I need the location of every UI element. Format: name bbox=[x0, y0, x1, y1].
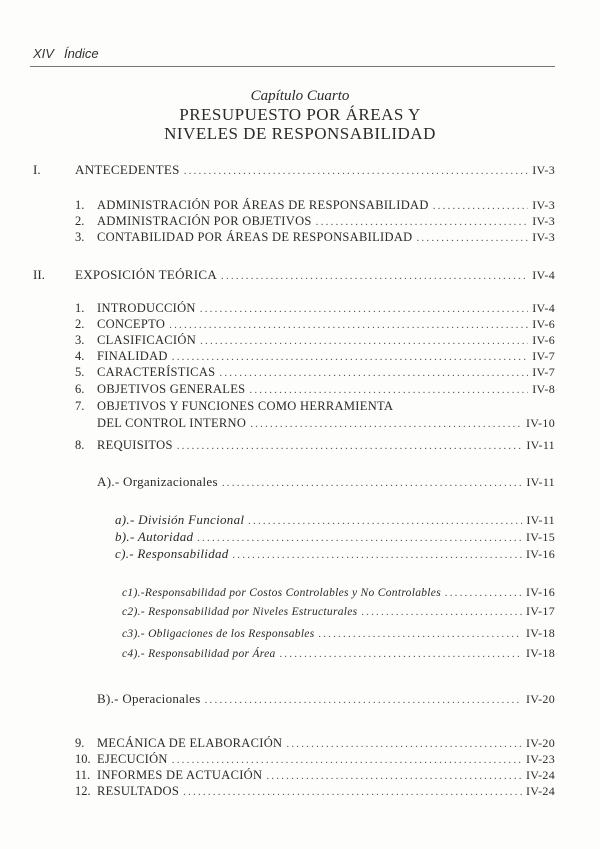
entry-number: I. bbox=[33, 162, 41, 177]
entry-page: IV-20 bbox=[525, 736, 555, 750]
entry-title: INFORMES DE ACTUACIÓN bbox=[97, 768, 263, 782]
entry-title: c2).- Responsabilidad por Niveles Estructurales bbox=[122, 606, 358, 618]
entry-page: IV-24 bbox=[525, 784, 555, 798]
dot-leader bbox=[250, 416, 522, 433]
entry-title: OBJETIVOS GENERALES bbox=[97, 382, 246, 396]
entry-page: IV-7 bbox=[532, 349, 555, 363]
dot-leader bbox=[177, 438, 523, 455]
entry-number: 1. bbox=[75, 301, 85, 315]
entry-number: 6. bbox=[75, 382, 85, 396]
toc-entry bbox=[33, 266, 555, 283]
entry-number: 4. bbox=[75, 349, 85, 363]
entry-page: IV-4 bbox=[532, 268, 555, 282]
entry-number: II. bbox=[33, 267, 45, 282]
entry-title: MECÁNICA DE ELABORACIÓN bbox=[97, 736, 283, 750]
entry-number: 10. bbox=[75, 752, 91, 766]
entry-number: 3. bbox=[75, 230, 85, 244]
toc-entry bbox=[75, 437, 555, 454]
entry-title: INTRODUCCIÓN bbox=[97, 301, 196, 315]
section-title: Índice bbox=[63, 46, 99, 61]
entry-number: 3. bbox=[75, 333, 85, 347]
entry-title: FINALIDAD bbox=[97, 349, 168, 363]
entry-title: c3).- Obligaciones de los Responsables bbox=[122, 628, 315, 640]
entry-number: 2. bbox=[75, 214, 85, 228]
entry-page: IV-6 bbox=[532, 317, 555, 331]
entry-page: IV-8 bbox=[532, 382, 555, 396]
entry-number: 1. bbox=[75, 198, 85, 212]
toc-entry bbox=[75, 751, 555, 768]
entry-number: 7. bbox=[75, 399, 85, 413]
entry-title: RESULTADOS bbox=[97, 784, 180, 798]
entry-page: IV-6 bbox=[532, 333, 555, 347]
entry-title: REQUISITOS bbox=[97, 438, 173, 452]
entry-title: a).- División Funcional bbox=[115, 512, 245, 527]
entry-page: IV-15 bbox=[525, 530, 555, 544]
entry-number: 5. bbox=[75, 365, 85, 379]
dot-leader bbox=[183, 784, 522, 801]
toc-entry bbox=[75, 348, 555, 365]
entry-number: 8. bbox=[75, 438, 85, 452]
dot-leader bbox=[221, 268, 528, 285]
entry-page: IV-11 bbox=[526, 513, 555, 527]
entry-number: 2. bbox=[75, 317, 85, 331]
entry-number: 12. bbox=[75, 784, 91, 798]
entry-page: IV-3 bbox=[532, 230, 555, 244]
toc-entry bbox=[115, 528, 555, 545]
entry-page: IV-4 bbox=[532, 301, 555, 315]
page-number: XIV bbox=[33, 46, 54, 61]
entry-page: IV-7 bbox=[532, 365, 555, 379]
chapter-title-line2: NIVELES DE RESPONSABILIDAD bbox=[164, 124, 436, 143]
toc-entry bbox=[97, 690, 555, 707]
entry-title: ADMINISTRACIÓN POR OBJETIVOS bbox=[97, 214, 312, 228]
toc-entry bbox=[75, 767, 555, 784]
entry-title: CONCEPTO bbox=[97, 317, 166, 331]
entry-page: IV-3 bbox=[532, 163, 555, 177]
entry-title: ANTECEDENTES bbox=[75, 162, 180, 177]
toc-entry bbox=[115, 511, 555, 528]
entry-page: IV-3 bbox=[532, 198, 555, 212]
dot-leader bbox=[222, 475, 523, 492]
entry-page: IV-16 bbox=[525, 547, 555, 561]
toc-entry bbox=[75, 213, 555, 230]
entry-page: IV-23 bbox=[525, 752, 555, 766]
entry-title-continued: DEL CONTROL INTERNO bbox=[97, 416, 247, 430]
dot-leader bbox=[233, 547, 522, 564]
chapter-label: Capítulo Cuarto bbox=[250, 88, 350, 104]
entry-title: CONTABILIDAD POR ÁREAS DE RESPONSABILIDAD bbox=[97, 230, 413, 244]
entry-page: IV-16 bbox=[525, 585, 555, 599]
toc-entry bbox=[75, 300, 555, 317]
entry-title: EJECUCIÓN bbox=[97, 752, 168, 766]
entry-page: IV-18 bbox=[525, 626, 555, 640]
toc-entry bbox=[122, 625, 555, 642]
toc-entry bbox=[75, 735, 555, 752]
entry-page: IV-24 bbox=[525, 768, 555, 782]
dot-leader bbox=[445, 585, 522, 602]
entry-title: CLASIFICACIÓN bbox=[97, 333, 197, 347]
dot-leader bbox=[361, 604, 521, 621]
dot-leader bbox=[219, 365, 528, 382]
dot-leader bbox=[280, 646, 522, 663]
entry-title: c).- Responsabilidad bbox=[115, 546, 229, 561]
entry-title: ADMINISTRACIÓN POR ÁREAS DE RESPONSABILIDAD bbox=[97, 198, 429, 212]
entry-page: IV-11 bbox=[526, 438, 555, 452]
toc-entry bbox=[75, 381, 555, 398]
entry-page: IV-18 bbox=[525, 646, 555, 660]
toc-entry bbox=[122, 645, 555, 662]
entry-title: B).- Operacionales bbox=[97, 691, 201, 706]
running-header bbox=[33, 46, 109, 61]
dot-leader bbox=[319, 626, 522, 643]
toc-entry bbox=[75, 229, 555, 246]
entry-title: EXPOSICIÓN TEÓRICA bbox=[75, 267, 218, 282]
dot-leader bbox=[184, 163, 529, 180]
toc-entry bbox=[115, 545, 555, 562]
entry-title: CARACTERÍSTICAS bbox=[97, 365, 216, 379]
toc-entry bbox=[122, 584, 555, 601]
header-rule bbox=[30, 66, 555, 67]
entry-title: b).- Autoridad bbox=[115, 529, 194, 544]
dot-leader bbox=[249, 382, 528, 399]
dot-leader bbox=[205, 692, 522, 709]
entry-number: 11. bbox=[75, 768, 91, 782]
toc-entry bbox=[75, 783, 555, 800]
entry-page: IV-3 bbox=[532, 214, 555, 228]
chapter-title-line1: PRESUPUESTO POR ÁREAS Y bbox=[179, 105, 421, 124]
toc-entry bbox=[75, 364, 555, 381]
entry-number: 9. bbox=[75, 736, 85, 750]
entry-title: OBJETIVOS Y FUNCIONES COMO HERRAMIENTA bbox=[97, 399, 394, 413]
entry-title: c4).- Responsabilidad por Área bbox=[122, 648, 276, 660]
entry-page: IV-11 bbox=[526, 475, 555, 489]
toc-entry bbox=[97, 473, 555, 490]
toc-entry bbox=[75, 197, 555, 214]
toc-entry bbox=[75, 316, 555, 333]
toc-entry bbox=[122, 603, 555, 620]
entry-title: c1).-Responsabilidad por Costos Controlables y No Controlables bbox=[122, 587, 441, 599]
entry-page: IV-10 bbox=[525, 416, 555, 430]
toc-entry bbox=[75, 332, 555, 349]
dot-leader bbox=[416, 230, 528, 247]
entry-page: IV-20 bbox=[525, 692, 555, 706]
toc-entry bbox=[75, 415, 555, 432]
entry-title: A).- Organizacionales bbox=[97, 474, 218, 489]
toc-entry bbox=[75, 398, 555, 415]
toc-entry bbox=[33, 161, 555, 178]
entry-page: IV-17 bbox=[525, 604, 555, 618]
